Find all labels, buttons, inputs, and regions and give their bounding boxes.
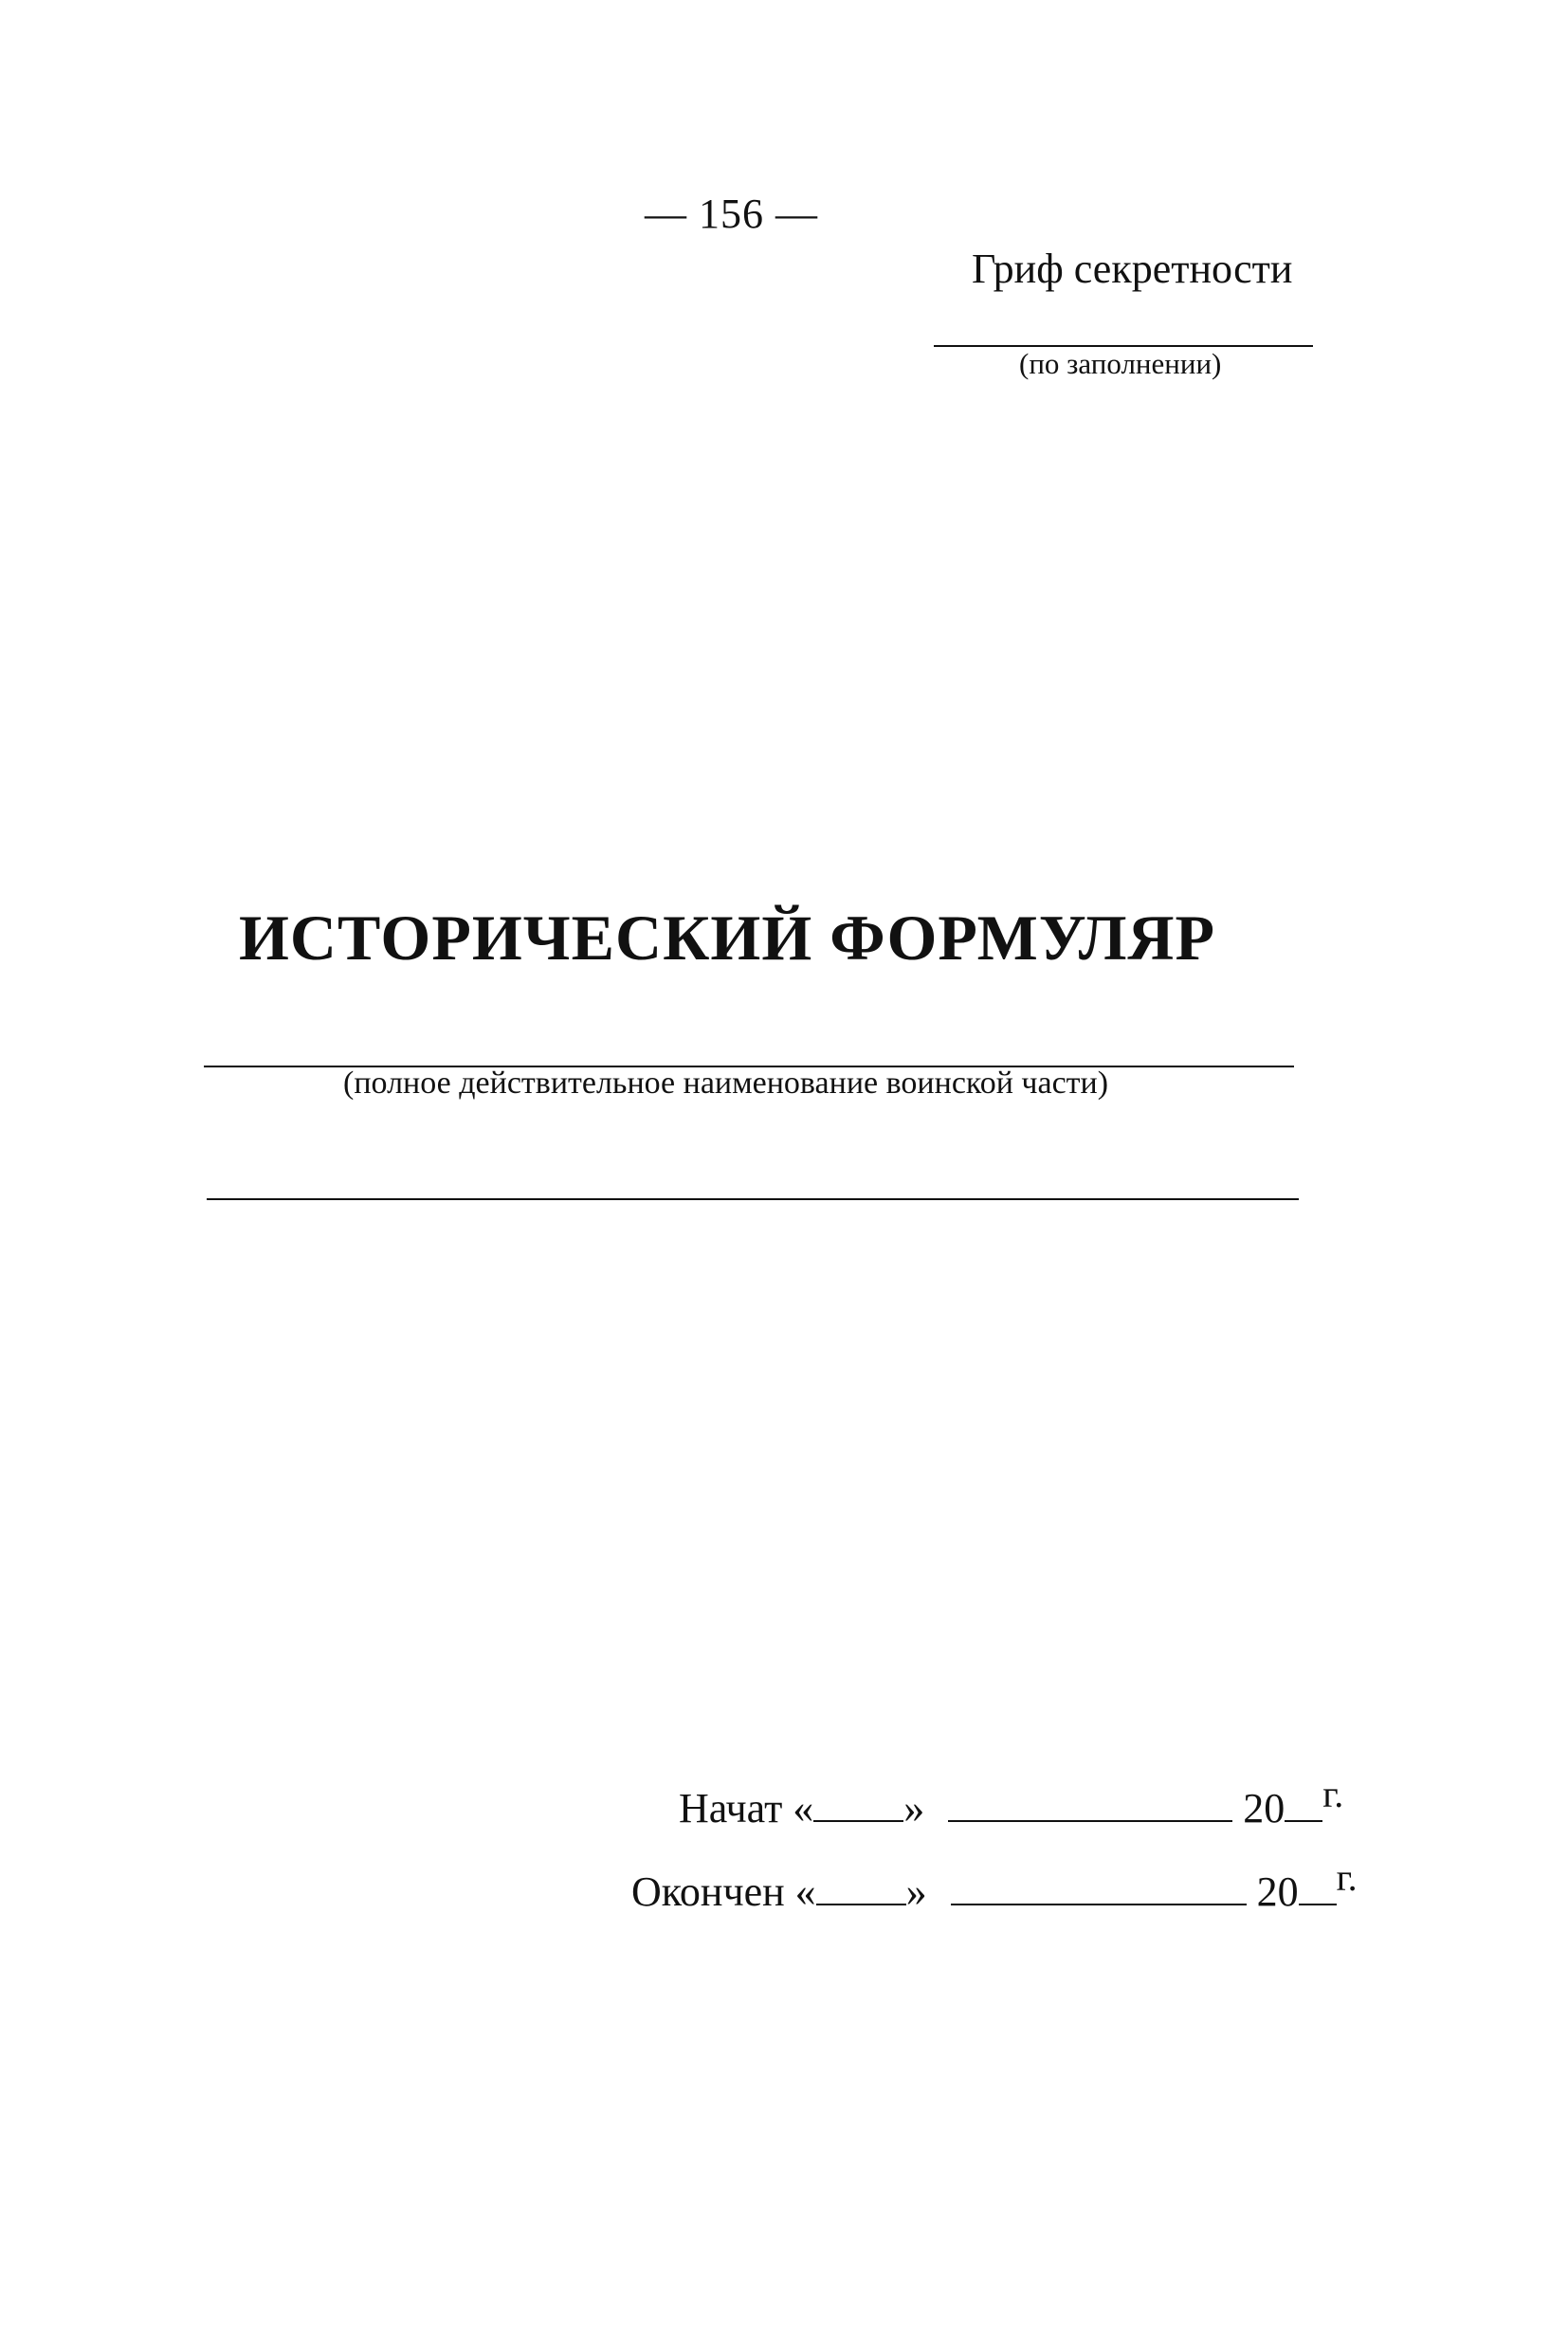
- unit-name-fill-line-2[interactable]: [207, 1198, 1299, 1200]
- started-year-blank[interactable]: [1285, 1782, 1322, 1822]
- page-number: — 156 —: [645, 191, 818, 237]
- started-label: Начат: [679, 1785, 783, 1832]
- ended-label: Окончен: [631, 1868, 785, 1915]
- started-day-blank[interactable]: [813, 1782, 903, 1822]
- year-prefix: 20: [1256, 1868, 1299, 1915]
- started-month-blank[interactable]: [948, 1782, 1232, 1822]
- close-quote: »: [903, 1785, 925, 1832]
- close-quote: »: [905, 1868, 927, 1915]
- open-quote: «: [793, 1785, 814, 1832]
- ended-month-blank[interactable]: [951, 1866, 1247, 1905]
- document-title: ИСТОРИЧЕСКИЙ ФОРМУЛЯР: [238, 902, 1216, 974]
- ended-year-blank[interactable]: [1299, 1866, 1337, 1905]
- year-prefix: 20: [1243, 1785, 1285, 1832]
- year-suffix: г.: [1336, 1856, 1358, 1899]
- unit-name-caption: (полное действительное наименование воинской части): [343, 1066, 1109, 1101]
- ended-day-blank[interactable]: [816, 1866, 906, 1905]
- secrecy-title: Гриф секретности: [972, 246, 1293, 292]
- ended-date-row: [631, 1856, 1358, 1923]
- secrecy-caption: (по заполнении): [1019, 347, 1222, 380]
- year-suffix: г.: [1322, 1773, 1344, 1815]
- open-quote: «: [794, 1868, 816, 1915]
- started-date-row: [679, 1773, 1344, 1839]
